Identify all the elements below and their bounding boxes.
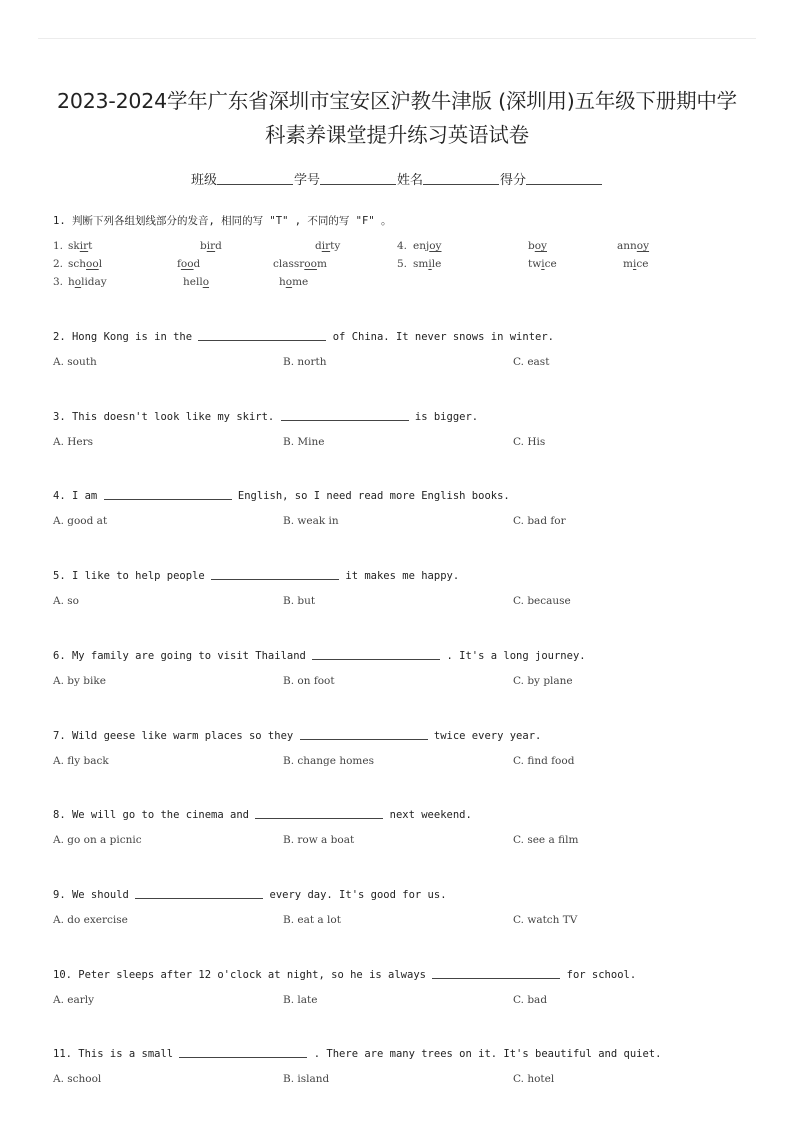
q1-word: [177, 258, 200, 270]
answer-blank[interactable]: [255, 809, 383, 819]
question-text: 8. We will go to the cinema and: [53, 809, 256, 821]
answer-option[interactable]: A. so: [53, 595, 79, 607]
word-part: sch: [68, 258, 87, 270]
answer-option[interactable]: B. row a boat: [283, 834, 355, 846]
question-text: next weekend.: [383, 809, 472, 821]
answer-option[interactable]: B. eat a lot: [283, 914, 341, 926]
page-title-line1: 2023-2024学年广东省深圳市宝安区沪教牛津版 (深圳用)五年级下册期中学: [57, 89, 737, 113]
question-text: 10. Peter sleeps after 12 o'clock at night, so he is always: [53, 969, 433, 981]
question-text: 3. This doesn't look like my skirt.: [53, 411, 281, 423]
question-text: is bigger.: [408, 411, 479, 423]
answer-blank[interactable]: [281, 411, 409, 421]
question-text: 7. Wild geese like warm places so they: [53, 730, 300, 742]
q1-word: [528, 258, 557, 270]
word-part: hell: [183, 276, 203, 288]
answer-blank[interactable]: [432, 969, 560, 979]
page-title-line2: 科素养课堂提升练习英语试卷: [265, 123, 529, 147]
question-text: 2. Hong Kong is in the: [53, 331, 199, 343]
underlined-letters: oy: [534, 240, 547, 252]
word-part: f: [177, 258, 181, 270]
underlined-letters: ir: [206, 240, 216, 252]
word-part: h: [279, 276, 286, 288]
word-part: b: [200, 240, 207, 252]
q1-word: [68, 240, 92, 252]
question-text: 6. My family are going to visit Thailand: [53, 650, 313, 662]
answer-option[interactable]: C. hotel: [513, 1073, 555, 1085]
q1-word: [183, 276, 209, 288]
underlined-letters: ir: [321, 240, 331, 252]
underlined-letters: oo: [86, 258, 99, 270]
answer-option[interactable]: A. go on a picnic: [53, 834, 142, 846]
answer-option[interactable]: B. on foot: [283, 675, 335, 687]
answer-option[interactable]: A. school: [53, 1073, 102, 1085]
question-stem: [53, 570, 459, 582]
class-label: 班级: [190, 173, 217, 188]
q1-word: [279, 276, 308, 288]
question-text: 4. I am: [53, 490, 104, 502]
question-stem: [53, 730, 541, 742]
question-stem: [53, 650, 586, 662]
answer-option[interactable]: A. early: [53, 994, 95, 1006]
question-text: 11. This is a small: [53, 1048, 180, 1060]
student-info-line: [0, 169, 794, 188]
underlined-letters: ir: [79, 240, 89, 252]
id-label: 学号: [293, 173, 320, 188]
question-text: . It's a long journey.: [440, 650, 586, 662]
underlined-letters: i: [428, 258, 432, 270]
id-blank[interactable]: [320, 173, 396, 185]
q1-word: [413, 240, 442, 252]
name-blank[interactable]: [423, 173, 499, 185]
word-part: me: [292, 276, 309, 288]
q1-group-label: 2.: [53, 258, 64, 270]
answer-option[interactable]: A. by bike: [53, 675, 106, 687]
answer-option[interactable]: C. bad: [513, 994, 548, 1006]
word-part: m: [316, 258, 327, 270]
underlined-letters: i: [632, 258, 637, 270]
question-text: for school.: [560, 969, 637, 981]
word-part: ce: [544, 258, 557, 270]
answer-option[interactable]: C. by plane: [513, 675, 573, 687]
word-part: ce: [636, 258, 649, 270]
question-text: English, so I need read more English books.: [231, 490, 510, 502]
underlined-letters: oy: [636, 240, 650, 252]
answer-blank[interactable]: [211, 570, 339, 580]
answer-option[interactable]: B. change homes: [283, 755, 374, 767]
answer-blank[interactable]: [198, 331, 326, 341]
word-part: sk: [68, 240, 80, 252]
question-stem: [53, 969, 636, 981]
answer-option[interactable]: C. watch TV: [513, 914, 578, 926]
score-label: 得分: [500, 173, 527, 188]
answer-option[interactable]: A. good at: [53, 515, 108, 527]
answer-blank[interactable]: [312, 650, 440, 660]
q1-word: [623, 258, 648, 270]
underlined-letters: oo: [304, 258, 317, 270]
answer-option[interactable]: C. find food: [513, 755, 575, 767]
question-text: every day. It's good for us.: [263, 889, 447, 901]
question-stem: [53, 889, 447, 901]
underlined-letters: oy: [429, 240, 442, 252]
answer-option[interactable]: C. see a film: [513, 834, 579, 846]
answer-option[interactable]: C. bad for: [513, 515, 566, 527]
answer-option[interactable]: A. fly back: [53, 755, 109, 767]
q1-word: [528, 240, 547, 252]
question-text: twice every year.: [427, 730, 542, 742]
answer-option[interactable]: A. Hers: [53, 436, 94, 448]
word-part: h: [68, 276, 75, 288]
underlined-letters: i: [541, 258, 545, 270]
q1-group-label: 1.: [53, 240, 64, 252]
answer-blank[interactable]: [135, 889, 263, 899]
answer-option[interactable]: B. north: [283, 356, 327, 368]
q1-word: [200, 240, 222, 252]
q1-word: [68, 258, 102, 270]
answer-option[interactable]: C. east: [513, 356, 550, 368]
answer-option[interactable]: B. late: [283, 994, 318, 1006]
score-blank[interactable]: [526, 173, 602, 185]
q1-word: [273, 258, 327, 270]
underlined-letters: o: [202, 276, 210, 288]
name-label: 姓名: [397, 173, 424, 188]
word-part: b: [528, 240, 535, 252]
answer-blank[interactable]: [300, 730, 428, 740]
q1-word: [617, 240, 649, 252]
q1-group-label: 3.: [53, 276, 64, 288]
q1-prompt: 1. 判断下列各组划线部分的发音, 相同的写 "T" , 不同的写 "F" 。: [53, 215, 392, 227]
question-text: 9. We should: [53, 889, 136, 901]
question-stem: [53, 490, 510, 502]
question-text: 5. I like to help people: [53, 570, 212, 582]
question-stem: [53, 411, 478, 423]
word-part: d: [193, 258, 201, 270]
answer-blank[interactable]: [104, 490, 232, 500]
underlined-letters: o: [74, 276, 82, 288]
question-text: of China. It never snows in winter.: [326, 331, 554, 343]
answer-option[interactable]: B. Mine: [283, 436, 325, 448]
word-part: t: [88, 240, 93, 252]
word-part: m: [623, 258, 633, 270]
word-part: d: [315, 240, 322, 252]
answer-option[interactable]: C. His: [513, 436, 546, 448]
word-part: d: [215, 240, 222, 252]
question-text: . There are many trees on it. It's beautiful and quiet.: [307, 1048, 662, 1060]
word-part: sm: [413, 258, 429, 270]
class-blank[interactable]: [217, 173, 293, 185]
word-part: l: [98, 258, 103, 270]
question-stem: [53, 331, 554, 343]
word-part: classr: [273, 258, 305, 270]
answer-blank[interactable]: [179, 1048, 307, 1058]
q1-group-label: 4.: [397, 240, 408, 252]
underlined-letters: oo: [180, 258, 194, 270]
question-text: it makes me happy.: [339, 570, 460, 582]
answer-option[interactable]: B. but: [283, 595, 316, 607]
q1-word: [315, 240, 340, 252]
word-part: ann: [617, 240, 637, 252]
word-part: ty: [330, 240, 341, 252]
q1-group-label: 5.: [397, 258, 408, 270]
top-rule: [38, 38, 756, 39]
question-stem: [53, 1048, 661, 1060]
word-part: tw: [528, 258, 542, 270]
word-part: enj: [413, 240, 430, 252]
q1-word: [413, 258, 441, 270]
answer-option[interactable]: B. weak in: [283, 515, 339, 527]
word-part: liday: [81, 276, 107, 288]
question-stem: [53, 809, 472, 821]
answer-option[interactable]: C. because: [513, 595, 571, 607]
word-part: le: [431, 258, 442, 270]
answer-option[interactable]: B. island: [283, 1073, 330, 1085]
answer-option[interactable]: A. south: [53, 356, 97, 368]
q1-word: [68, 276, 107, 288]
answer-option[interactable]: A. do exercise: [53, 914, 128, 926]
underlined-letters: o: [285, 276, 293, 288]
